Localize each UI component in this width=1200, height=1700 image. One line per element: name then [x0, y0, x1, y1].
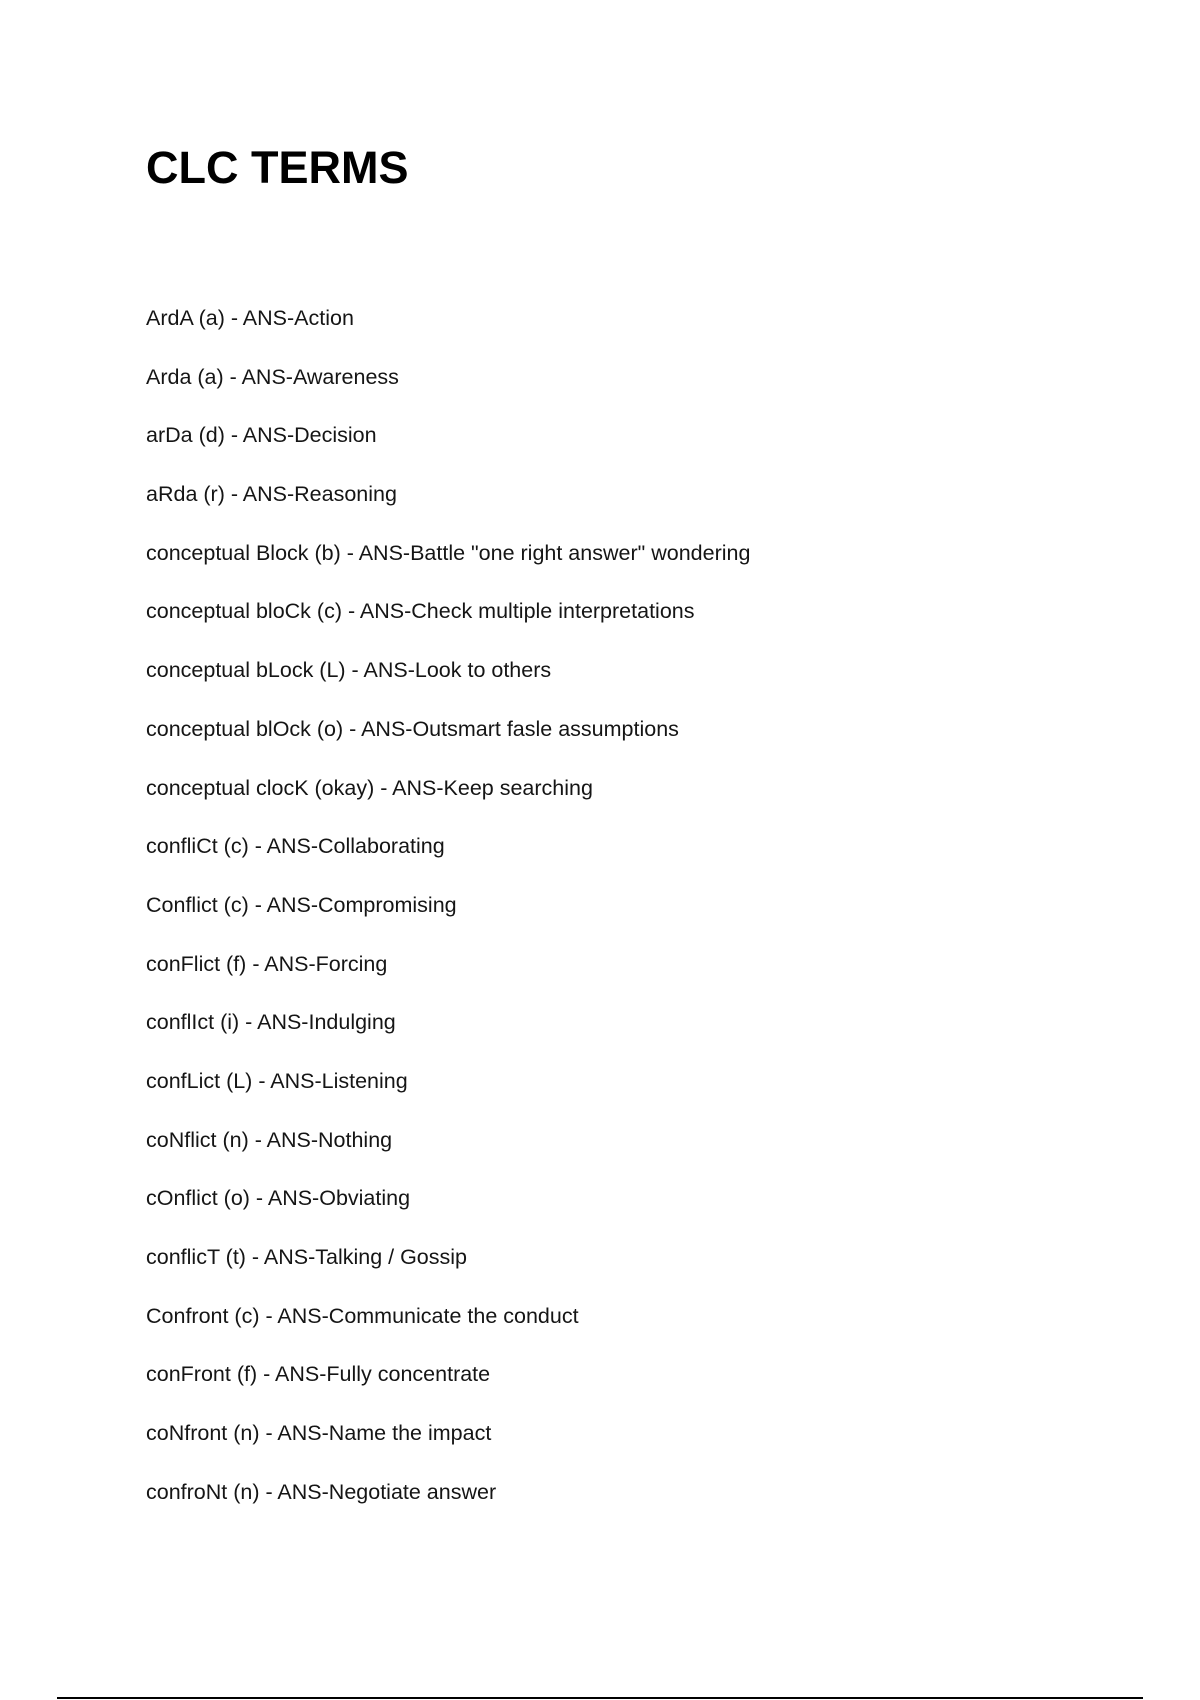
term-item: conflIct (i) - ANS-Indulging [146, 1010, 396, 1035]
term-item: conflicT (t) - ANS-Talking / Gossip [146, 1245, 467, 1269]
page-title: CLC TERMS [146, 142, 409, 193]
term-list [146, 304, 750, 1536]
term-item: conFlict (f) - ANS-Forcing [146, 951, 388, 976]
term-item: Conflict (c) - ANS-Compromising [146, 892, 457, 917]
term-item: confroNt (n) - ANS-Negotiate answer [146, 1479, 497, 1504]
term-item: coNflict (n) - ANS-Nothing [146, 1127, 393, 1152]
term-item: conceptual bLock (L) - ANS-Look to others [146, 658, 552, 683]
term-item: arDa (d) - ANS-Decision [146, 423, 377, 448]
term-item: conceptual clocK (okay) - ANS-Keep searching [146, 775, 593, 800]
term-item: ArdA (a) - ANS-Action [146, 306, 354, 330]
term-item: Confront (c) - ANS-Communicate the conduct [146, 1303, 579, 1328]
term-item: conFront (f) - ANS-Fully concentrate [146, 1362, 491, 1387]
footer-divider [57, 1697, 1143, 1699]
term-item: aRda (r) - ANS-Reasoning [146, 482, 397, 507]
term-item: cOnflict (o) - ANS-Obviating [146, 1186, 411, 1211]
term-item: confLict (L) - ANS-Listening [146, 1068, 408, 1093]
term-item: conceptual blOck (o) - ANS-Outsmart fasle assumptions [146, 716, 679, 741]
term-item: Arda (a) - ANS-Awareness [146, 364, 399, 389]
term-item: confliCt (c) - ANS-Collaborating [146, 834, 445, 859]
term-item: conceptual Block (b) - ANS-Battle "one right answer" wondering [146, 540, 751, 565]
term-item: coNfront (n) - ANS-Name the impact [146, 1421, 492, 1446]
term-item: conceptual bloCk (c) - ANS-Check multiple interpretations [146, 599, 695, 624]
